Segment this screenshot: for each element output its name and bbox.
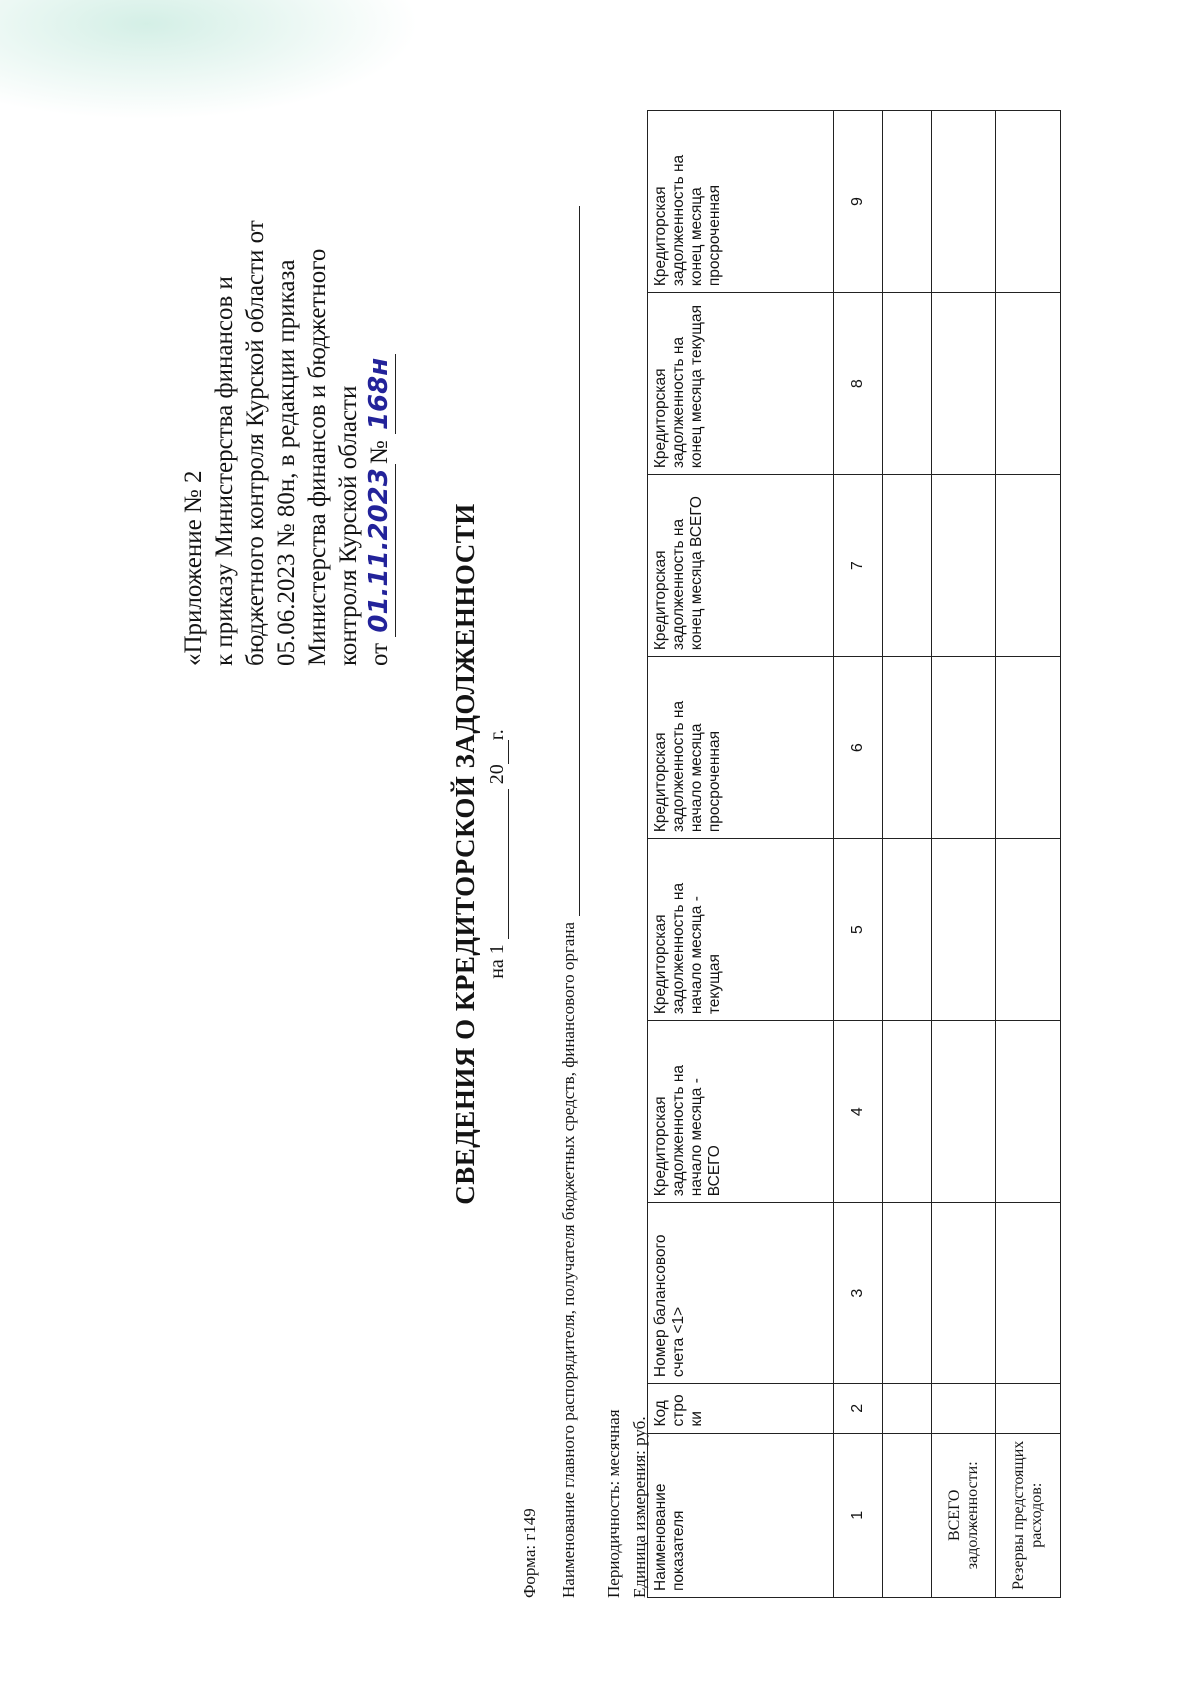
- table-cell: [883, 293, 932, 475]
- table-cell: [883, 111, 932, 293]
- table-cell: [932, 293, 996, 475]
- column-number: 2: [834, 1384, 883, 1433]
- header-cell: Кредиторская задолженность на начало месяца - ВСЕГО: [648, 1021, 834, 1203]
- table-cell: [932, 657, 996, 839]
- table-header-row: [648, 111, 834, 1598]
- form-label: Форма: г149: [520, 1508, 539, 1598]
- header-cell: Кредиторская задолженность на конец месяца ВСЕГО: [648, 475, 834, 657]
- table-cell: [883, 839, 932, 1021]
- unit-label: Единица измерения: руб.: [630, 1416, 649, 1598]
- table-cell: [996, 839, 1061, 1021]
- appendix-line: контроля Курской области: [335, 385, 362, 666]
- table-cell: [996, 1384, 1061, 1433]
- periodicity: Периодичность: месячная: [604, 1409, 623, 1598]
- table-cell: [996, 293, 1061, 475]
- table-cell: [932, 111, 996, 293]
- column-number: 1: [834, 1433, 883, 1597]
- org-name-row: [559, 206, 580, 1598]
- header-cell: Номер балансового счета <1>: [648, 1203, 834, 1384]
- table-cell: [996, 1021, 1061, 1203]
- table-cell: [932, 839, 996, 1021]
- document-subtitle: [485, 0, 509, 1708]
- column-number: 5: [834, 839, 883, 1021]
- header-cell: Кредиторская задолженность на начало месяца - текущая: [648, 839, 834, 1021]
- column-number: 6: [834, 657, 883, 839]
- date-prefix: от: [366, 642, 393, 666]
- reserve-row: [996, 111, 1061, 1598]
- table-cell: [883, 1021, 932, 1203]
- table-cell: [932, 1203, 996, 1384]
- column-number-row: [834, 111, 883, 1598]
- appendix-line: Министерства финансов и бюджетного: [304, 248, 331, 666]
- org-name-blank: [559, 206, 580, 916]
- appendix-line: 05.06.2023 № 80н, в редакции приказа: [273, 259, 300, 666]
- table-cell: [932, 1384, 996, 1433]
- subtitle-prefix: на 1: [486, 944, 508, 979]
- org-label: Наименование главного распорядителя, получателя бюджетных средств, финансового органа: [559, 922, 578, 1598]
- debt-table: [647, 110, 1061, 1598]
- table-cell: [996, 111, 1061, 293]
- column-number: 7: [834, 475, 883, 657]
- table-cell: [883, 657, 932, 839]
- header-cell: Кредиторская задолженность на конец месяца просроченная: [648, 111, 834, 293]
- appendix-line: «Приложение № 2: [180, 470, 207, 666]
- table-cell: [996, 475, 1061, 657]
- table-cell: [932, 475, 996, 657]
- table-cell: [932, 1021, 996, 1203]
- number-prefix: №: [366, 440, 393, 465]
- table-cell: [883, 1433, 932, 1597]
- table-cell: [883, 475, 932, 657]
- appendix-date-line: [364, 106, 396, 666]
- appendix-line: бюджетного контроля Курской области от: [242, 220, 269, 666]
- handwritten-date: 01.11.2023: [364, 464, 396, 636]
- year-blank: [485, 740, 509, 764]
- table-cell: [883, 1384, 932, 1433]
- table-cell: [996, 1203, 1061, 1384]
- reserve-label: Резервы предстоящих расходов:: [996, 1433, 1061, 1597]
- column-number: 9: [834, 111, 883, 293]
- table-cell: [996, 657, 1061, 839]
- total-row: [932, 111, 996, 1598]
- year-prefix: 20: [486, 764, 508, 785]
- table-cell: [883, 1203, 932, 1384]
- header-cell: Кредиторская задолженность на конец месяца текущая: [648, 293, 834, 475]
- document-title: СВЕДЕНИЯ О КРЕДИТОРСКОЙ ЗАДОЛЖЕННОСТИ: [450, 503, 480, 1205]
- appendix-line: к приказу Министерства финансов и: [211, 276, 238, 666]
- column-number: 4: [834, 1021, 883, 1203]
- total-label: ВСЕГО задолженности:: [932, 1433, 996, 1597]
- column-number: 8: [834, 293, 883, 475]
- header-cell: Код стро ки: [648, 1384, 834, 1433]
- subtitle-suffix: г.: [486, 729, 508, 741]
- handwritten-number: 168н: [364, 354, 396, 434]
- column-number: 3: [834, 1203, 883, 1384]
- header-cell: Наименование показателя: [648, 1433, 834, 1597]
- table-row: [883, 111, 932, 1598]
- header-cell: Кредиторская задолженность на начало месяца просроченная: [648, 657, 834, 839]
- month-blank: [485, 789, 509, 939]
- appendix-block: [178, 106, 396, 666]
